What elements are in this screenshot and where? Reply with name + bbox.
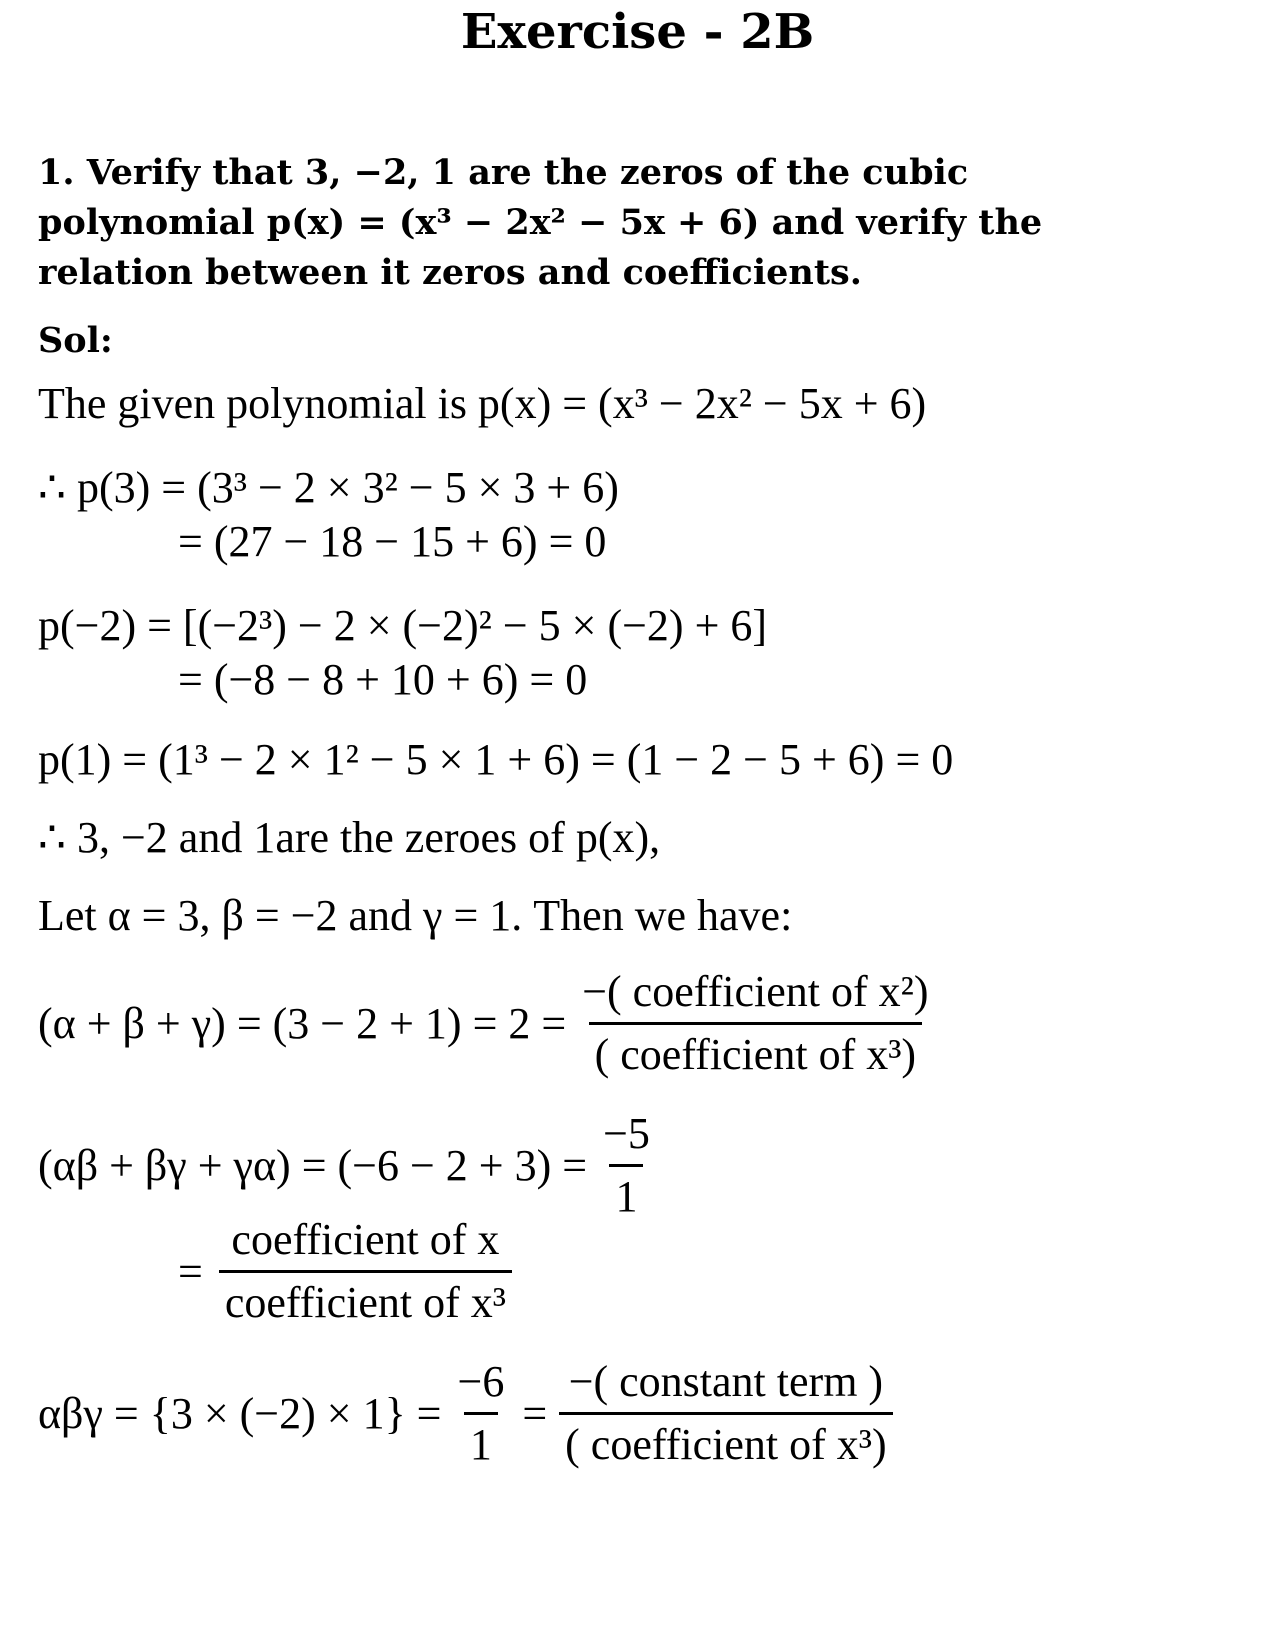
pm2-line-2: = (−8 − 8 + 10 + 6) = 0	[178, 655, 588, 704]
product-relation	[38, 1357, 893, 1469]
solution-label: Sol:	[38, 320, 113, 361]
product-lhs: αβγ = {3 × (−2) × 1} =	[38, 1389, 442, 1438]
product-const-numerator: −( constant term )	[568, 1357, 884, 1406]
p3-line-2: = (27 − 18 − 15 + 6) = 0	[178, 517, 607, 566]
question-line-3: relation between it zeros and coefficients.	[38, 252, 862, 293]
sum-lhs: (α + β + γ) = (3 − 2 + 1) = 2 =	[38, 999, 567, 1048]
pair-coeff-relation	[178, 1215, 512, 1327]
question-line-1: 1. Verify that 3, −2, 1 are the zeros of the cubic	[38, 152, 969, 193]
sum-denominator: ( coefficient of x³)	[589, 1022, 922, 1077]
given-polynomial: The given polynomial is p(x) = (x³ − 2x² − 5x + 6)	[38, 379, 927, 428]
product-equals: =	[522, 1389, 548, 1438]
product-fraction	[452, 1357, 511, 1469]
pair-coeff-denominator: coefficient of x³	[219, 1270, 512, 1325]
product-numerator: −6	[457, 1357, 505, 1406]
sum-fraction	[576, 967, 934, 1079]
pair-numerator: −5	[603, 1109, 650, 1158]
zeros-conclusion: ∴ 3, −2 and 1are the zeroes of p(x),	[38, 813, 661, 862]
pair-coeff-fraction	[219, 1215, 512, 1327]
pair-lhs: (αβ + βγ + γα) = (−6 − 2 + 3) =	[38, 1141, 588, 1190]
sum-numerator: −( coefficient of x²)	[582, 967, 929, 1016]
pair-equals: =	[178, 1247, 203, 1296]
sum-relation	[38, 967, 934, 1079]
product-denominator: 1	[464, 1412, 498, 1467]
pm2-line-1: p(−2) = [(−2³) − 2 × (−2)² − 5 × (−2) + 6]	[38, 601, 768, 650]
page-title: Exercise - 2B	[460, 4, 815, 60]
pair-relation	[38, 1109, 656, 1221]
pair-coeff-numerator: coefficient of x	[231, 1215, 500, 1264]
product-const-fraction	[559, 1357, 892, 1469]
product-const-denominator: ( coefficient of x³)	[559, 1412, 892, 1467]
p3-line-1: ∴ p(3) = (3³ − 2 × 3² − 5 × 3 + 6)	[38, 463, 619, 512]
question-line-2: polynomial p(x) = (x³ − 2x² − 5x + 6) and verify the	[38, 202, 1043, 243]
let-statement: Let α = 3, β = −2 and γ = 1. Then we have:	[38, 891, 793, 940]
pair-denominator: 1	[609, 1164, 643, 1219]
p1-line: p(1) = (1³ − 2 × 1² − 5 × 1 + 6) = (1 − 2 − 5 + 6) = 0	[38, 735, 954, 784]
pair-fraction	[597, 1109, 656, 1221]
